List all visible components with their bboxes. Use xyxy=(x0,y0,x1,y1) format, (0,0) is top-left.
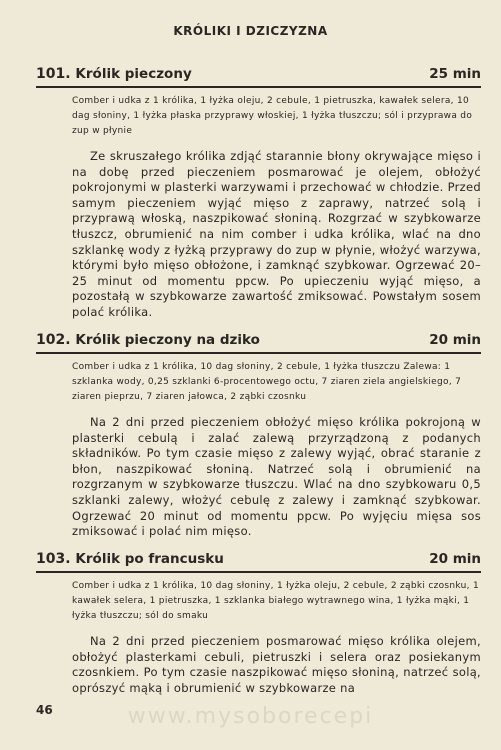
recipe-title: Królik po francusku xyxy=(75,551,224,567)
recipe-time: 20 min xyxy=(429,332,481,348)
recipe-heading xyxy=(36,332,260,348)
recipe-number: 102. xyxy=(36,332,71,348)
recipe-title: Królik pieczony na dziko xyxy=(75,332,260,348)
watermark: www.mysoborecepi xyxy=(127,704,374,729)
recipe-title: Królik pieczony xyxy=(75,66,192,82)
recipe-103 xyxy=(36,551,481,696)
recipe-number: 101. xyxy=(36,66,71,82)
recipe-instructions: Na 2 dni przed pieczeniem posmarować mięso królika olejem, obłożyć plasterkami cebuli, pietruszki i selera oraz posiekanym czosnkiem. Po tym czasie naszpikować mięso słoniną, natrzeć solą, oprószyć mąką i obrumienić w szybkowarze na xyxy=(72,634,481,695)
recipe-heading xyxy=(36,551,224,567)
chapter-header: KRÓLIKI I DZICZYZNA xyxy=(173,24,328,38)
recipe-time: 25 min xyxy=(429,66,481,82)
recipe-ingredients: Comber i udka z 1 królika, 1 łyżka oleju, 2 cebule, 1 pietruszka, kawałek selera, 10 dag słoniny, 1 łyżka płaska przyprawy włoskiej, 1 łyżka tłuszczu; sól i przyprawa do zup w płynie xyxy=(72,96,473,136)
recipe-instructions: Na 2 dni przed pieczeniem obłożyć mięso królika pokrojoną w plasterki cebulą i zalać zalewą przyrządzoną z podanych składników. Po tym czasie mięso z zalewy wyjąć, obrać staranie z błon, naszpikować słoniną. Natrzeć solą i obrumienić na rozgrzanym w szybkowarze tłuszczu. Wlać na dno szybkowaru 0,5 szklanki zalewy, włożyć cebulę z zalewy i zamknąć szybkowar. Ogrzewać 20 minut od momentu ppcw. Po wyjęciu mięsa sos zmiksować i polać nim mięso. xyxy=(72,415,481,539)
recipe-time: 20 min xyxy=(429,551,481,567)
recipe-number: 103. xyxy=(36,551,71,567)
recipe-101 xyxy=(36,66,481,321)
page-number: 46 xyxy=(36,703,53,717)
recipe-instructions: Ze skruszałego królika zdjąć starannie błony okrywające mięso i na dobę przed pieczeniem posmarować je olejem, obłożyć pokrojonymi w plasterki warzywami i przechować w chłodzie. Przed samym pieczeniem wyjąć mięso z zaprawy, natrzeć solą i przyprawą włoską, naszpikować słoniną. Rozgrzać w szybkowarze tłuszcz, obrumienić na nim comber i udka królika, wlać na dno szklankę wody z łyżką przyprawy do zup w płynie, włożyć warzywa, którymi było mięso obłożone, i zamknąć szybkowar. Ogrzewać 20–25 minut od momentu ppcw. Po upieczeniu wyjąć mięso, a pozostałą w szybkowarze zawartość zmiksować. Powstałym sosem polać królika. xyxy=(72,149,481,319)
recipe-ingredients: Comber i udka z 1 królika, 10 dag słoniny, 2 cebule, 1 łyżka tłuszczu Zalewa: 1 szklanka wody, 0,25 szklanki 6-procentowego octu, 7 ziaren ziela angielskiego, 7 ziaren pieprzu, 7 ziaren jałowca, 2 ząbki czosnku xyxy=(72,362,462,402)
recipe-102 xyxy=(36,332,481,540)
recipe-title-row xyxy=(36,551,481,573)
recipe-heading xyxy=(36,66,192,82)
recipe-title-row xyxy=(36,66,481,88)
recipe-title-row xyxy=(36,332,481,354)
recipe-ingredients: Comber i udka z 1 królika, 10 dag słoniny, 1 łyżka oleju, 2 cebule, 2 ząbki czosnku, 1 kawałek selera, 1 pietruszka, 1 szklanka białego wytrawnego wina, 1 łyżka mąki, 1 łyżka tłuszczu; sól do smaku xyxy=(72,581,479,621)
